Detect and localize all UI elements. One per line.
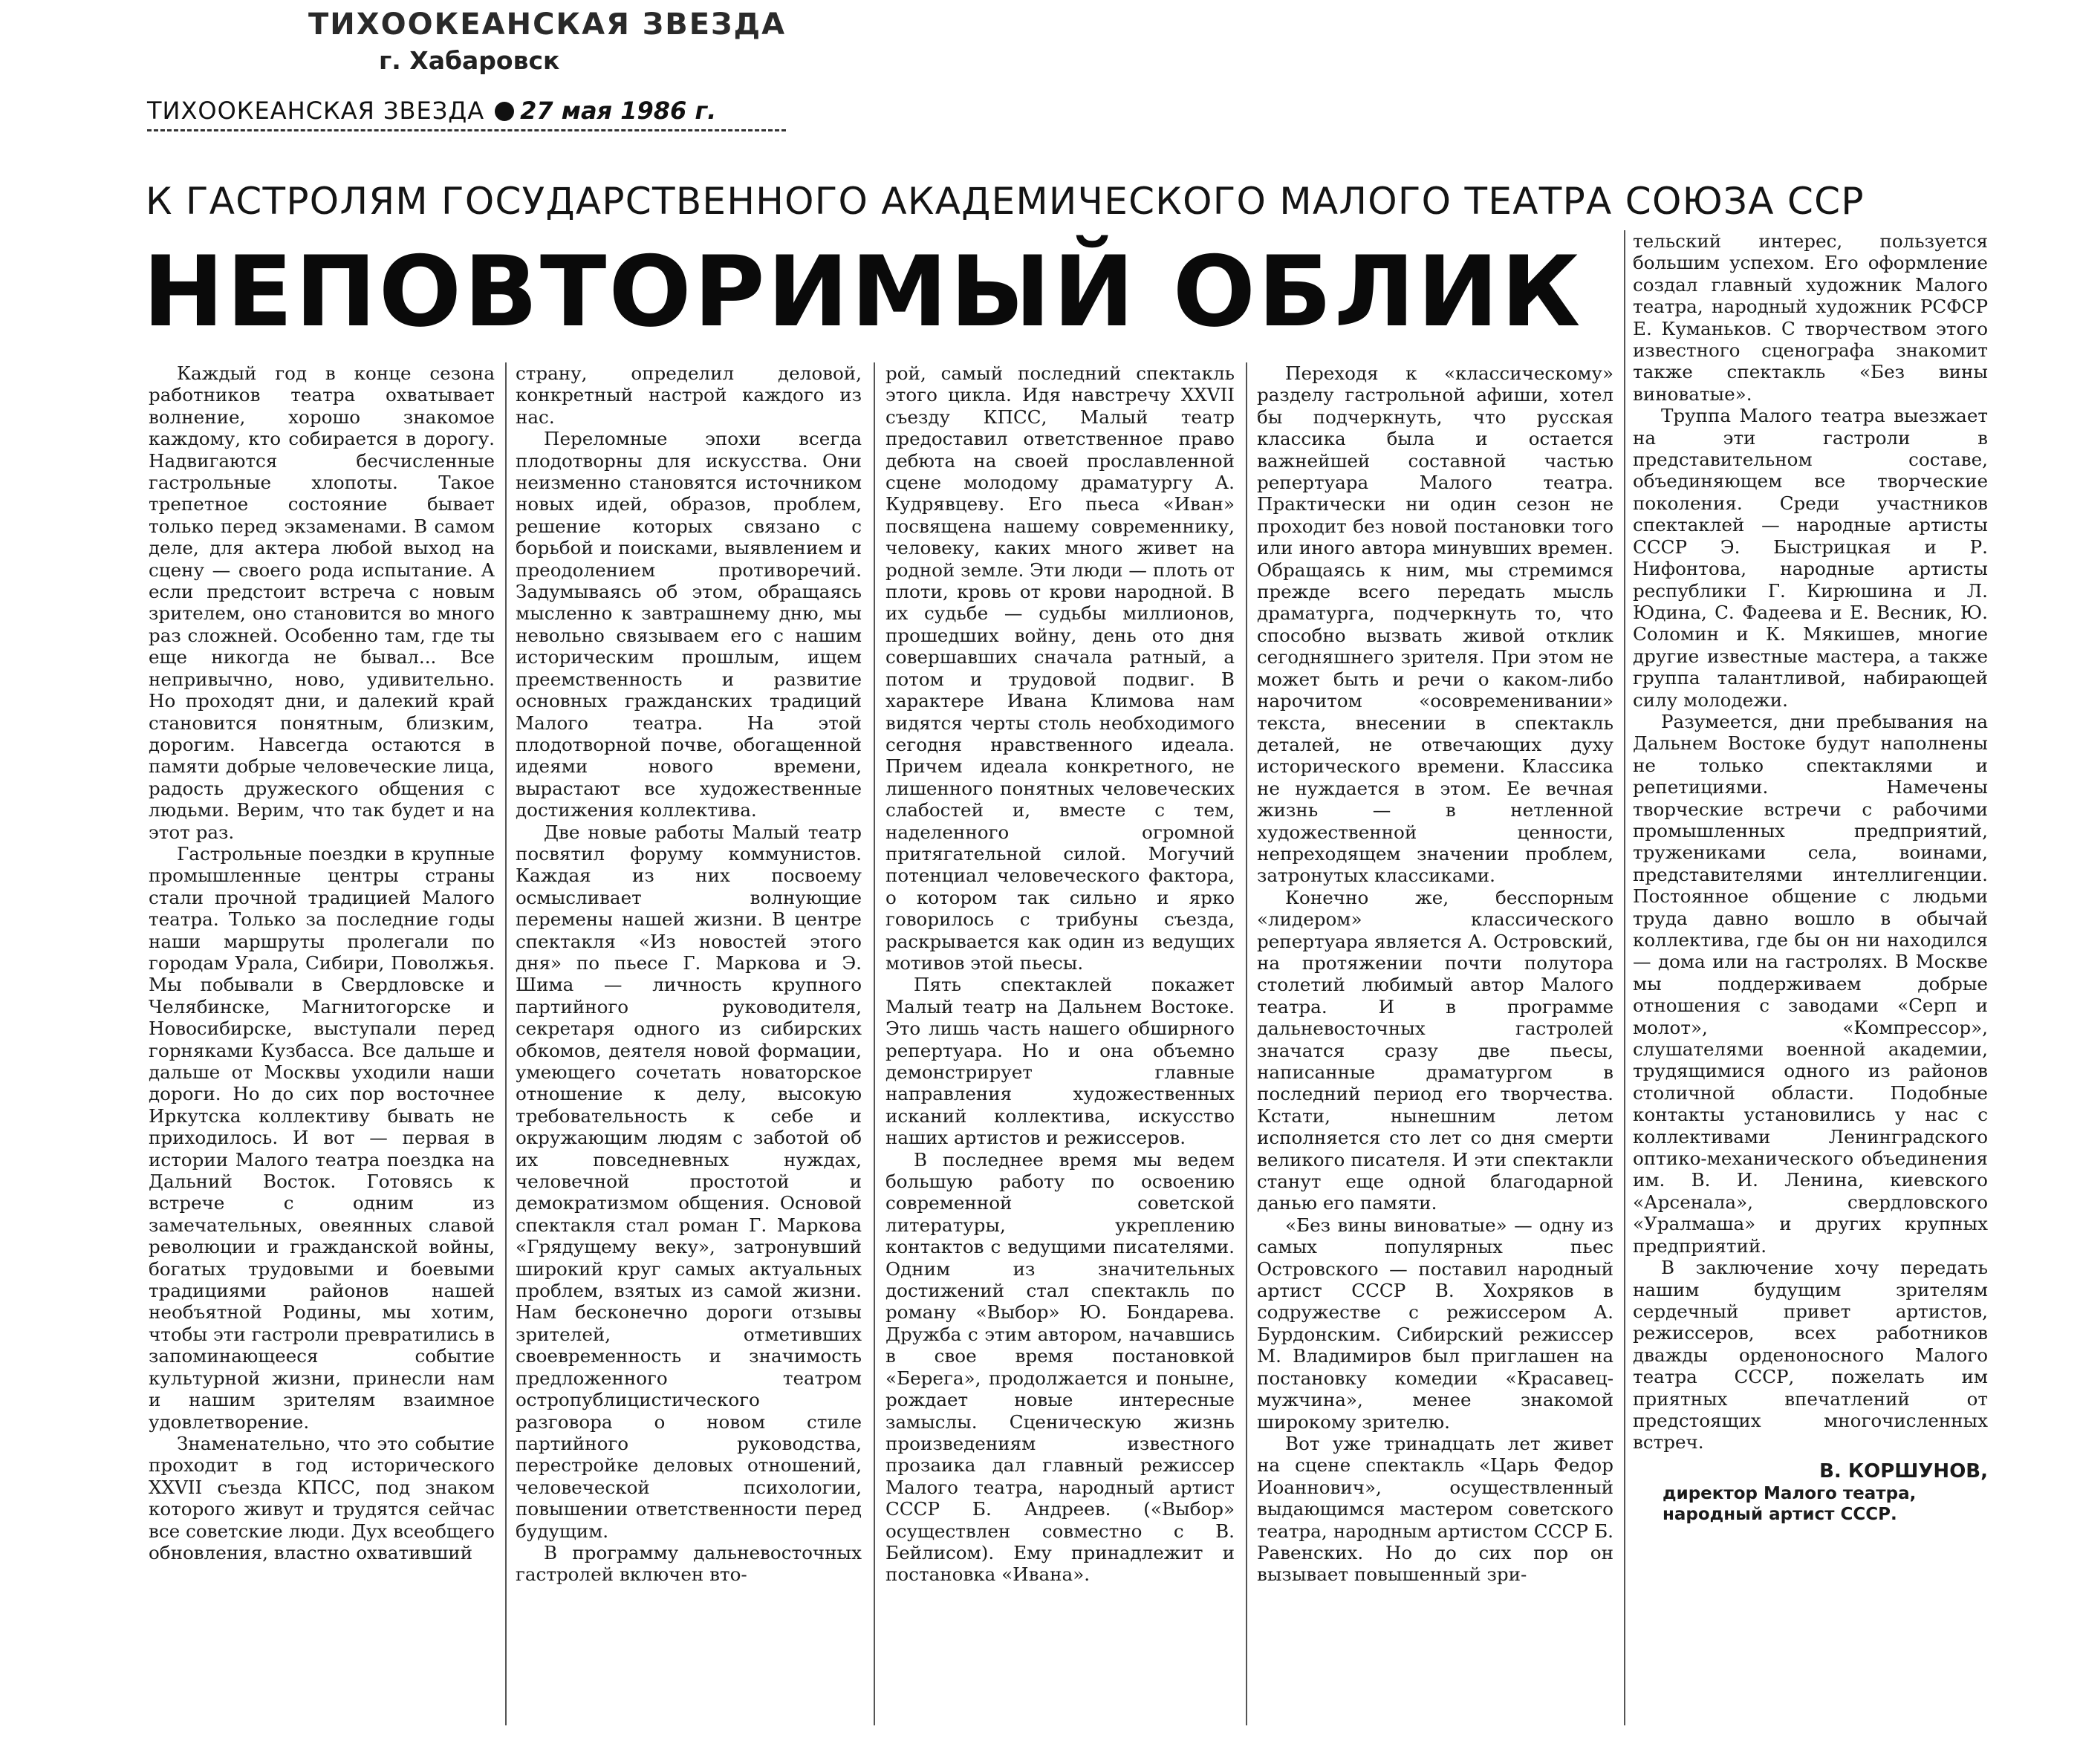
clipping-city: г. Хабаровск xyxy=(379,46,560,75)
author-signature: В. КОРШУНОВ, xyxy=(1819,1459,1988,1483)
paragraph: Гастрольные поездки в крупные промышленные центры страны стали прочной традицией Малого театра. Только за последние годы наши маршруты пролегали по городам Урала, Сибири, Поволжья. Мы побывали в Свердловске и Челябинске, Магнитогорске и Новосибирске, выступали перед горняками Кузбасса. Все дальше и дальше от Москвы уходили наши дороги. Но до сих пор восточнее Иркутска коллективу бывать не приходилось. И вот — первая в истории Малого театра поездка на Дальний Восток. Готовясь к встрече с одним из замечательных, овеянных славой революции и гражданской войны, богатых трудовыми и боевыми традициями районов нашей необъятной Родины, мы хотим, чтобы эти гастроли превратились в запоминающееся событие культурной жизни, принесли нам и нашим зрителям взаимное удовлетворение. xyxy=(149,842,495,1433)
paragraph: страну, определил деловой, конкретный настрой каждого из нас. xyxy=(516,362,862,428)
article-rubric: К ГАСТРОЛЯМ ГОСУДАРСТВЕННОГО АКАДЕМИЧЕСКОГО МАЛОГО ТЕАТРА СОЮЗА ССР xyxy=(146,180,1865,223)
paragraph: Переломные эпохи всегда плодотворны для искусства. Они неизменно становятся источником новых идей, образов, проблем, решение которых связано с борьбой и поисками, выявлением и преодолением противоречий. Задумываясь об этом, обращаясь мысленно к завтрашнему дню, мы невольно связываем его с нашим историческим прошлым, ищем преемственность и развитие основных гражданских традиций Малого театра. На этой плодотворной почве, обогащенной идеями нового времени, вырастают все художественные достижения коллектива. xyxy=(516,428,862,821)
paragraph: В последнее время мы ведем большую работу по освоению современной советской литературы, укреплению контактов с ведущими писателями. Одним из значительных достижений стал спектакль по роману «Выбор» Ю. Бондарева. Дружба с этим автором, начавшись в свое время постановкой «Берега», продолжается и поныне, рождает новые интересные замыслы. Сценическую жизнь произведениям известного прозаика дал главный режиссер Малого театра, народный артист СССР Б. Андреев. («Выбор» осуществлен совместно с В. Бейлисом). Ему принадлежит и постановка «Ивана». xyxy=(885,1148,1235,1586)
paragraph: «Без вины виноватые» — одну из самых популярных пьес Островского — поставил народный артист СССР В. Хохряков в содружестве с режиссером А. Бурдонским. Сибирский режиссер М. Владимиров был приглашен на постановку комедии «Красавец-мужчина», менее знакомой широкому зрителю. xyxy=(1257,1214,1613,1433)
article-column-1 xyxy=(149,362,495,1725)
article-column-3 xyxy=(885,362,1235,1725)
paragraph: Две новые работы Малый театр посвятил форуму коммунистов. Каждая из них посвоему осмысливает волнующие перемены нашей жизни. В центре спектакля «Из новостей этого дня» по пьесе Г. Маркова и Э. Шима — личность крупного партийного руководителя, секретаря одного из сибирских обкомов, деятеля новой формации, умеющего сочетать новаторское отношение к делу, высокую требовательность к себе и окружающим людям с заботой об их повседневных нуждах, человечной простотой и демократизмом общения. Основой спектакля стал роман Г. Маркова «Грядущему веку», затронувший широкий круг самых актуальных проблем, взятых из самой жизни. Нам бесконечно дороги отзывы зрителей, отметивших своевременность и значимость предложенного театром остропублицистического разговора о новом стиле партийного руководства, перестройке деловых отношений, человеческой психологии, повышении ответственности перед будущим. xyxy=(516,821,862,1542)
paragraph: Переходя к «классическому» разделу гастрольной афиши, хотел бы подчеркнуть, что русская классика была и остается важнейшей составной частью репертуара Малого театра. Практически ни один сезон не проходит без новой постановки того или иного автора минувших времен. Обращаясь к ним, мы стремимся прежде всего передать мысль драматурга, подчеркнуть то, что способно вызвать живой отклик сегодняшнего зрителя. При этом не может быть и речи о каком-либо нарочитом «осовременивании» текста, внесении в спектакль деталей, не отвечающих духу исторического времени. Классика не нуждается в этом. Ее вечная жизнь — в нетленной художественной ценности, непреходящем значении проблем, затронутых классиками. xyxy=(1257,362,1613,887)
article-column-5 xyxy=(1633,230,1988,1723)
newspaper-masthead xyxy=(147,97,786,131)
paragraph: тельский интерес, пользуется большим успехом. Его оформление создал главный художник Малого театра, народный художник РСФСР Е. Куманьков. С творчеством этого известного сценографа знакомит также спектакль «Без вины виноватые». xyxy=(1633,230,1988,405)
newspaper-name: ТИХООКЕАНСКАЯ ЗВЕЗДА xyxy=(147,97,485,125)
author-title: директор Малого театра, народный артист СССР. xyxy=(1663,1483,1917,1524)
paragraph: Каждый год в конце сезона работников театра охватывает волнение, хорошо знакомое каждому, кто собирается в дорогу. Надвигаются бесчисленные гастрольные хлопоты. Такое трепетное состояние бывает только перед экзаменами. В самом деле, для актера любой выход на сцену — своего рода испытание. А если предстоит встреча с новым зрителем, оно становится во много раз сложней. Особенно там, где ты еще никогда не бывал... Все непривычно, ново, удивительно. Но проходят дни, и далекий край становится понятным, близким, дорогим. Навсегда остаются в памяти добрые человеческие лица, радость дружеского общения с людьми. Верим, что так будет и на этот раз. xyxy=(149,362,495,843)
paragraph: Пять спектаклей покажет Малый театр на Дальнем Востоке. Это лишь часть нашего обширного репертуара. Но и она объемно демонстрирует главные направления художественных исканий коллектива, искусство наших артистов и режиссеров. xyxy=(885,974,1235,1149)
article-column-4 xyxy=(1257,362,1613,1725)
paragraph: рой, самый последний спектакль этого цикла. Идя навстречу XXVII съезду КПСС, Малый театр предоставил ответственное право дебюта на своей прославленной сцене молодому драматургу А. Кудрявцеву. Его пьеса «Иван» посвящена нашему современнику, человеку, каких много живет на родной земле. Эти люди — плоть от плоти, кровь от крови народной. В их судьбе — судьбы миллионов, прошедших войну, день ото дня совершавших сначала ратный, а потом и трудовой подвиг. В характере Ивана Климова нам видятся черты столь необходимого сегодня нравственного идеала. Причем идеала конкретного, не лишенного понятных человеческих слабостей и, вместе с тем, наделенного огромной притягательной силой. Могучий потенциал человеческого фактора, о котором так сильно и ярко говорилось с трибуны съезда, раскрывается как один из ведущих мотивов этой пьесы. xyxy=(885,362,1235,974)
column-divider xyxy=(874,362,875,1725)
paragraph: Знаменательно, что это событие проходит в год исторического XXVII съезда КПСС, под знаком которого живут и трудятся сейчас все советские люди. Дух всеобщего обновления, властно охвативший xyxy=(149,1432,495,1563)
paragraph: Конечно же, бесспорным «лидером» классического репертуара является А. Островский, на протяжении почти полутора столетий любимый автор Малого театра. И в программе дальневосточных гастролей значатся сразу две пьесы, написанные драматургом в последний период его творчества. Кстати, нынешним летом исполняется сто лет со дня смерти великого писателя. И эти спектакли станут еще одной благодарной данью его памяти. xyxy=(1257,886,1613,1214)
bullet-icon xyxy=(495,102,514,121)
paragraph: В программу дальневосточных гастролей включен вто- xyxy=(516,1541,862,1586)
article-column-2 xyxy=(516,362,862,1725)
publication-date: 27 мая 1986 г. xyxy=(520,97,717,125)
column-divider xyxy=(1624,230,1625,1725)
clipping-stamp: ТИХООКЕАНСКАЯ ЗВЕЗДА xyxy=(308,7,787,42)
paragraph: В заключение хочу передать нашим будущим зрителям сердечный привет артистов, режиссеров, всех работников дважды орденоносного Малого театра СССР, пожелать им приятных впечатлений от предстоящих многочисленных встреч. xyxy=(1633,1257,1988,1454)
paragraph: Вот уже тринадцать лет живет на сцене спектакль «Царь Федор Иоаннович», осуществленный выдающимся мастером советского театра, народным артистом СССР Б. Равенских. Но до сих пор он вызывает повышенный зри- xyxy=(1257,1432,1613,1586)
column-divider xyxy=(505,362,507,1725)
paragraph: Труппа Малого театра выезжает на эти гастроли в представительном составе, объединяющем все творческие поколения. Среди участников спектаклей — народные артисты СССР Э. Быстрицкая и Р. Нифонтова, народные артисты республики Г. Кирюшина и Л. Юдина, С. Фадеева и Е. Весник, Ю. Соломин и К. Мякишев, многие другие известные мастера, а также группа талантливой, набирающей силу молодежи. xyxy=(1633,405,1988,711)
column-divider xyxy=(1246,362,1247,1725)
paragraph: Разумеется, дни пребывания на Дальнем Востоке будут наполнены не только спектаклями и репетициями. Намечены творческие встречи с рабочими промышленных предприятий, тружениками села, воинами, представителями интеллигенции. Постоянное общение с людьми труда давно вошло в обычай коллектива, где бы он ни находился — дома или на гастролях. В Москве мы поддерживаем добрые отношения с заводами «Серп и молот», «Компрессор», слушателями военной академии, трудящимися одного из районов столичной области. Подобные контакты установились у нас с коллективами Ленинградского оптико-механического объединения им. В. И. Ленина, киевского «Арсенала», свердловского «Уралмаша» и других крупных предприятий. xyxy=(1633,710,1988,1257)
article-headline: НЕПОВТОРИМЫЙ ОБЛИК xyxy=(143,235,1583,348)
